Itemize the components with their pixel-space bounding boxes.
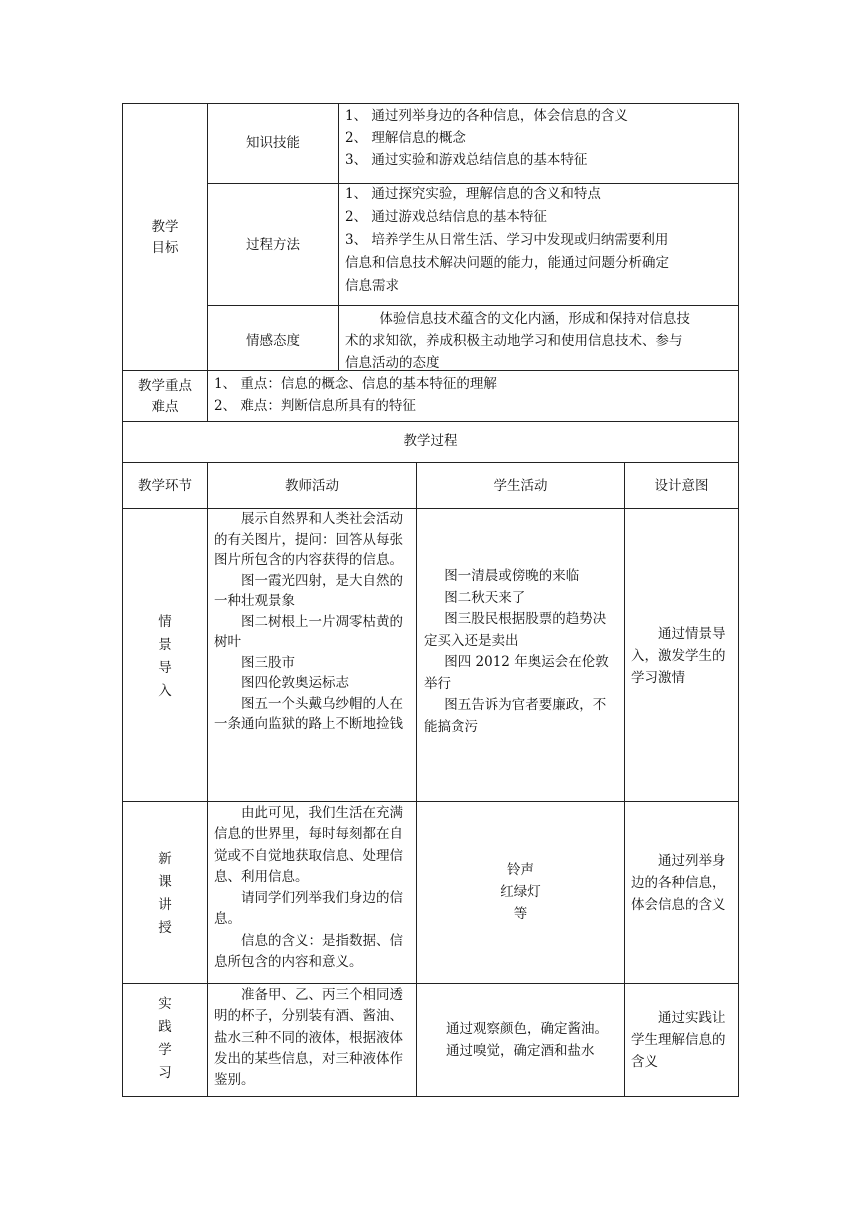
row1-intent: 通过情景导入，激发学生的学习激情 [631,626,726,686]
student-paragraph: 图三股民根据股票的趋势决定买入还是卖出 [424,611,607,649]
teacher-paragraph: 图四伦敦奥运标志 [241,675,349,691]
student-paragraph: 图五告诉为官者要廉政，不能搞贪污 [424,697,607,735]
process-title: 教学过程 [403,433,458,449]
teacher-paragraph: 展示自然界和人类社会活动的有关图片，提问：回答从每张图片所包含的内容获得的信息。 [214,511,403,568]
row3-student-cell [416,983,625,1097]
student-line: 铃声 [507,862,534,878]
row2-intent: 通过列举身边的各种信息，体会信息的含义 [631,853,726,913]
emotion-line: 信息活动的态度 [345,355,440,371]
row1-student-activity [424,566,618,738]
keypoints-label: 教学重点 难点 [138,378,192,415]
emotion-line: 术的求知欲，养成积极主动地学习和使用信息技术、参与 [345,333,683,349]
student-paragraph: 图四 2012 年奥运会在伦敦举行 [424,654,609,692]
header-student: 学生活动 [493,478,548,494]
process-line: 2、 通过游戏总结信息的基本特征 [345,209,547,225]
row2-stage: 新 课 讲 授 [158,851,172,936]
emotion-label: 情感态度 [246,333,300,349]
process-line: 3、 培养学生从日常生活、学习中发现或归纳需要利用 [345,232,669,248]
teacher-paragraph: 由此可见，我们生活在充满信息的世界里，每时每刻都在自觉或不自觉地获取信息、处理信息、利用信息。 [214,805,403,885]
process-label: 过程方法 [246,237,300,253]
student-line: 等 [513,906,528,922]
teacher-paragraph: 准备甲、乙、丙三个相同透明的杯子，分别装有酒、酱油、盐水三种不同的液体，根据液体发出的某些信息，对三种液体作鉴别。 [214,987,403,1089]
row3-intent: 通过实践让学生理解信息的含义 [631,1010,726,1070]
row3-stage: 实 践 学 习 [158,996,172,1081]
teacher-paragraph: 图三股市 [241,654,295,671]
row1-stage: 情 景 导 入 [158,614,172,699]
objectives-label: 教学 目标 [151,219,179,256]
teacher-paragraph: 信息的含义：是指数据、信息所包含的内容和意义。 [214,932,403,971]
student-line: 通过观察颜色，确定酱油。 [446,1021,608,1037]
knowledge-label: 知识技能 [246,135,300,151]
row2-teacher-activity [214,803,410,973]
teacher-paragraph: 请同学们列举我们身边的信息。 [214,890,403,928]
student-line: 红绿灯 [500,884,541,900]
knowledge-line: 3、 通过实验和游戏总结信息的基本特征 [345,152,588,168]
header-intent: 设计意图 [654,478,709,494]
teacher-paragraph: 图一霞光四射，是大自然的一种壮观景象 [214,572,403,609]
process-line: 信息和信息技术解决问题的能力，能通过问题分析确定 [345,255,669,271]
student-paragraph: 图一清晨或傍晚的来临 [444,568,580,584]
process-line: 信息需求 [345,278,399,294]
knowledge-line: 2、 理解信息的概念 [345,130,466,146]
keypoint-line: 2、 难点：判断信息所具有的特征 [214,398,416,414]
keypoint-line: 1、 重点：信息的概念、信息的基本特征的理解 [214,376,497,392]
row3-teacher-activity [214,985,410,1091]
knowledge-line: 1、 通过列举身边的各种信息，体会信息的含义 [345,108,628,124]
row1-teacher-activity [214,509,410,735]
student-line: 通过嗅觉，确定酒和盐水 [446,1043,595,1059]
teacher-paragraph: 图五一个头戴乌纱帽的人在一条通向监狱的路上不断地捡钱 [214,695,403,732]
process-line: 1、 通过探究实验，理解信息的含义和特点 [345,186,601,202]
header-teacher: 教师活动 [285,478,339,494]
teacher-paragraph: 图二树根上一片凋零枯黄的树叶 [214,613,403,650]
emotion-line: 体验信息技术蕴含的文化内涵，形成和保持对信息技 [345,311,690,327]
header-stage: 教学环节 [138,478,192,494]
student-paragraph: 图二秋天来了 [444,589,526,606]
